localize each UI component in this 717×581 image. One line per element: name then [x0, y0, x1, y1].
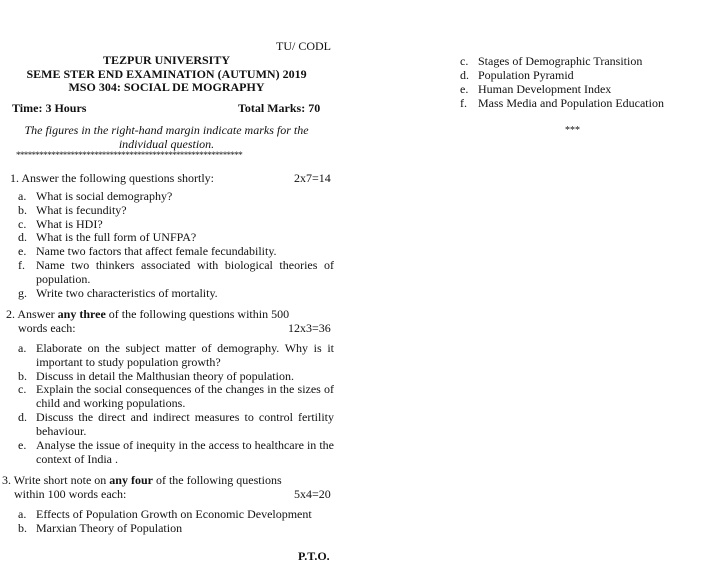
item-text: Discuss in detail the Malthusian theory of population.: [36, 369, 294, 383]
q1-text: 1. Answer the following questions shortly:: [10, 171, 214, 185]
item-text: Mass Media and Population Education: [478, 96, 664, 110]
item-text: Name two thinkers associated with biological theories of population.: [36, 258, 334, 286]
q3-text-post: of the following questions: [152, 473, 282, 487]
item-text: Write two characteristics of mortality.: [36, 286, 218, 300]
q1-marks: 2x7=14: [294, 171, 331, 185]
item-marker: e.: [18, 438, 27, 452]
item-text: Effects of Population Growth on Economic Development: [36, 507, 312, 521]
item-marker: d.: [460, 68, 469, 82]
q2-marks: 12x3=36: [288, 321, 331, 335]
paper-code: TU/ CODL: [276, 39, 331, 53]
q2-text-bold: any three: [57, 307, 106, 321]
exam-title: SEME STER END EXAMINATION (AUTUMN) 2019: [26, 67, 307, 81]
item-marker: c.: [18, 217, 27, 231]
item-marker: b.: [18, 521, 27, 535]
item-marker: e.: [460, 82, 469, 96]
instruction-note-line2: individual question.: [118, 137, 215, 151]
item-text: Name two factors that affect female fecundability.: [36, 244, 277, 258]
total-marks: Total Marks: 70: [238, 101, 321, 115]
item-text: What is HDI?: [36, 217, 103, 231]
item-marker: b.: [18, 369, 27, 383]
item-text: What is social demography?: [36, 189, 173, 203]
item-marker: g.: [18, 286, 27, 300]
q2-text-line2: words each:: [18, 321, 76, 335]
q3-marks: 5x4=20: [294, 487, 331, 501]
item-marker: c.: [460, 54, 469, 68]
item-text: What is fecundity?: [36, 203, 127, 217]
q2-text-post: of the following questions within 500: [105, 307, 290, 321]
q3-text-line2: within 100 words each:: [14, 487, 127, 501]
q2-text-pre: 2. Answer: [6, 307, 58, 321]
item-text: What is the full form of UNFPA?: [36, 230, 197, 244]
item-marker: f.: [460, 96, 467, 110]
item-marker: c.: [18, 382, 27, 396]
item-marker: d.: [18, 410, 27, 424]
item-marker: a.: [18, 189, 27, 203]
item-marker: a.: [18, 507, 27, 521]
item-marker: f.: [18, 258, 25, 272]
item-text: Stages of Demographic Transition: [478, 54, 643, 68]
end-marker: ***: [565, 125, 580, 136]
q3-text-pre: 3. Write short note on: [2, 473, 110, 487]
item-marker: a.: [18, 341, 27, 355]
item-text: Human Development Index: [478, 82, 612, 96]
university-name: TEZPUR UNIVERSITY: [102, 53, 231, 67]
separator-line: **********************************************************: [16, 150, 243, 160]
q3-text: [2, 473, 282, 487]
item-text: Population Pyramid: [478, 68, 574, 82]
item-marker: e.: [18, 244, 27, 258]
item-marker: b.: [18, 203, 27, 217]
q2-text: [6, 307, 289, 321]
item-text: Explain the social consequences of the changes in the sizes of child and working populations.: [36, 382, 334, 410]
exam-time: Time: 3 Hours: [12, 101, 87, 115]
item-text: Elaborate on the subject matter of demography. Why is it important to study population growth?: [36, 341, 334, 369]
item-text: Marxian Theory of Population: [36, 521, 183, 535]
instruction-note-line1: The figures in the right-hand margin indicate marks for the: [24, 123, 309, 137]
course-title: MSO 304: SOCIAL DE MOGRAPHY: [68, 80, 265, 94]
item-text: Analyse the issue of inequity in the access to healthcare in the context of India .: [36, 438, 334, 466]
q3-text-bold: any four: [109, 473, 153, 487]
item-marker: d.: [18, 230, 27, 244]
pto-label: P.T.O.: [298, 549, 330, 563]
item-text: Discuss the direct and indirect measures to control fertility behaviour.: [36, 410, 334, 438]
